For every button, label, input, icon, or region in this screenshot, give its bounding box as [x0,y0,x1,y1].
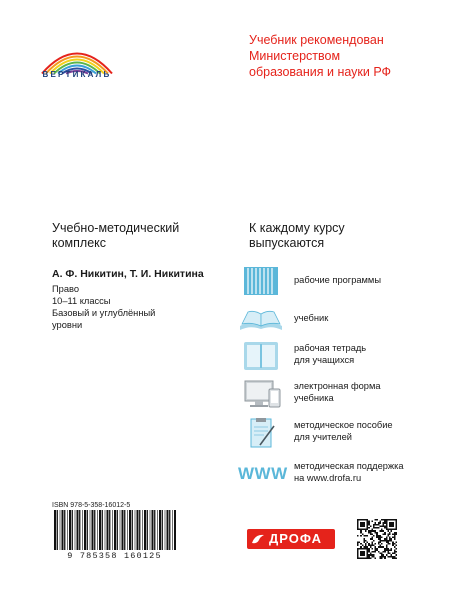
grades: 10–11 классы [52,296,111,306]
qr-code-icon [357,519,397,559]
complex-title-line: Учебно-методический [52,221,180,235]
series-title-line: К каждому курсу [249,221,345,235]
level-line: уровни [52,320,83,330]
publisher-logo [247,529,335,549]
series-item-label-line: методическое пособие [294,420,393,430]
series-item-label-line: рабочая тетрадь [294,343,367,353]
series-item-label [294,461,404,484]
series-item-label-line: рабочие программы [294,275,381,285]
series-title [249,221,419,251]
series-item-label-line: методическая поддержка [294,461,404,471]
series-item-label-line: учебника [294,392,334,403]
series-item-electronic-form [238,379,443,409]
series-title-line: выпускаются [249,236,325,250]
series-item-label-line: для учащихся [294,354,355,365]
logo-text: ВЕРТИКАЛЬ [42,70,112,79]
barcode-icon [52,510,177,550]
series-item-label [294,420,393,443]
complex-title [52,221,212,251]
workbook-icon [238,341,284,371]
series-item-label [294,275,381,287]
level-line: Базовый и углублённый [52,308,156,318]
electronic-form-icon [238,379,284,409]
series-item-textbook [238,304,443,334]
book-info [52,283,222,331]
teacher-guide-icon [238,418,284,448]
series-item-teacher-guide [238,418,443,448]
recommendation-note [249,32,439,80]
publisher-name: ДРОФА [269,531,323,546]
subject: Право [52,284,80,294]
series-item-label-line: на www.drofa.ru [294,472,362,483]
series-item-label [294,381,381,404]
series-item-workbook [238,341,443,371]
series-item-web-support [238,459,443,489]
drofa-bird-icon [251,532,265,546]
series-item-work-programs [238,266,443,296]
recommendation-line: Учебник рекомендован [249,33,384,47]
authors: А. Ф. Никитин, Т. И. Никитина [52,268,204,280]
recommendation-line: Министерством [249,49,341,63]
series-item-label-line: учебник [294,313,329,323]
barcode-number: 9 785358 160125 [67,551,162,561]
isbn: ISBN 978-5-358-16012-5 [52,502,131,509]
series-item-label [294,313,328,325]
series-item-label-line: электронная форма [294,381,381,391]
www-icon: WWW [238,464,288,483]
series-item-label [294,343,366,366]
textbook-icon [238,304,284,334]
series-item-label-line: для учителей [294,431,352,442]
recommendation-line: образования и науки РФ [249,65,392,79]
complex-title-line: комплекс [52,236,107,250]
work-programs-icon [238,266,284,296]
